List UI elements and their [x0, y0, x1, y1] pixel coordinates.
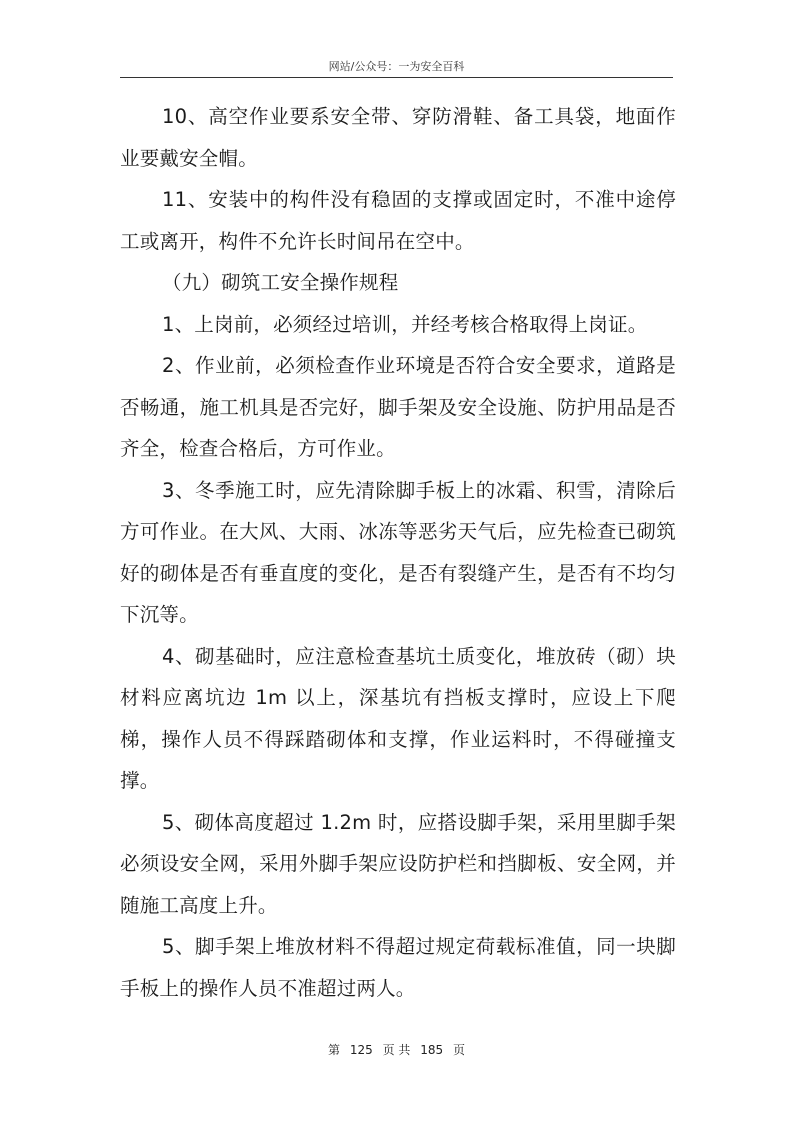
document-body	[120, 96, 676, 1009]
footer-current-page: 125	[349, 1043, 373, 1057]
paragraph-5b: 5、脚手架上堆放材料不得超过规定荷载标准值，同一块脚手板上的操作人员不准超过两人。	[120, 935, 676, 1000]
footer-suffix: 页	[452, 1043, 465, 1057]
paragraph-3: 3、冬季施工时，应先清除脚手板上的冰霜、积雪，清除后方可作业。在大风、大雨、冰冻等恶劣天气后，应先检查已砌筑好的砌体是否有垂直度的变化，是否有裂缝产生，是否有不均匀下沉等。	[120, 478, 676, 626]
header-divider	[120, 77, 673, 78]
paragraph-2: 2、作业前，必须检查作业环境是否符合安全要求，道路是否畅通，施工机具是否完好，脚手架及安全设施、防护用品是否齐全，检查合格后，方可作业。	[120, 354, 676, 460]
page-footer	[120, 1041, 673, 1058]
footer-prefix: 第	[328, 1043, 341, 1057]
section-heading: （九）砌筑工安全操作规程	[162, 271, 399, 294]
paragraph-10: 10、高空作业要系安全带、穿防滑鞋、备工具袋，地面作业要戴安全帽。	[120, 105, 676, 170]
page-header	[120, 58, 673, 74]
header-title: 网站/公众号：一为安全百科	[328, 60, 465, 73]
paragraph-11: 11、安装中的构件没有稳固的支撑或固定时，不准中途停工或离开，构件不允许长时间吊在空中。	[120, 188, 676, 253]
footer-total-pages: 185	[420, 1043, 444, 1057]
paragraph-1: 1、上岗前，必须经过培训，并经考核合格取得上岗证。	[162, 312, 648, 336]
paragraph-5a: 5、砌体高度超过 1.2m 时，应搭设脚手架，采用里脚手架必须设安全网，采用外脚手架应设防护栏和挡脚板、安全网，并随施工高度上升。	[120, 810, 676, 917]
paragraph-4: 4、砌基础时，应注意检查基坑土质变化，堆放砖（砌）块材料应离坑边 1m 以上，深基坑有挡板支撑时，应设上下爬梯，操作人员不得踩踏砌体和支撑，作业运料时，不得碰撞支撑。	[120, 644, 676, 792]
footer-mid: 页 共	[382, 1043, 411, 1057]
